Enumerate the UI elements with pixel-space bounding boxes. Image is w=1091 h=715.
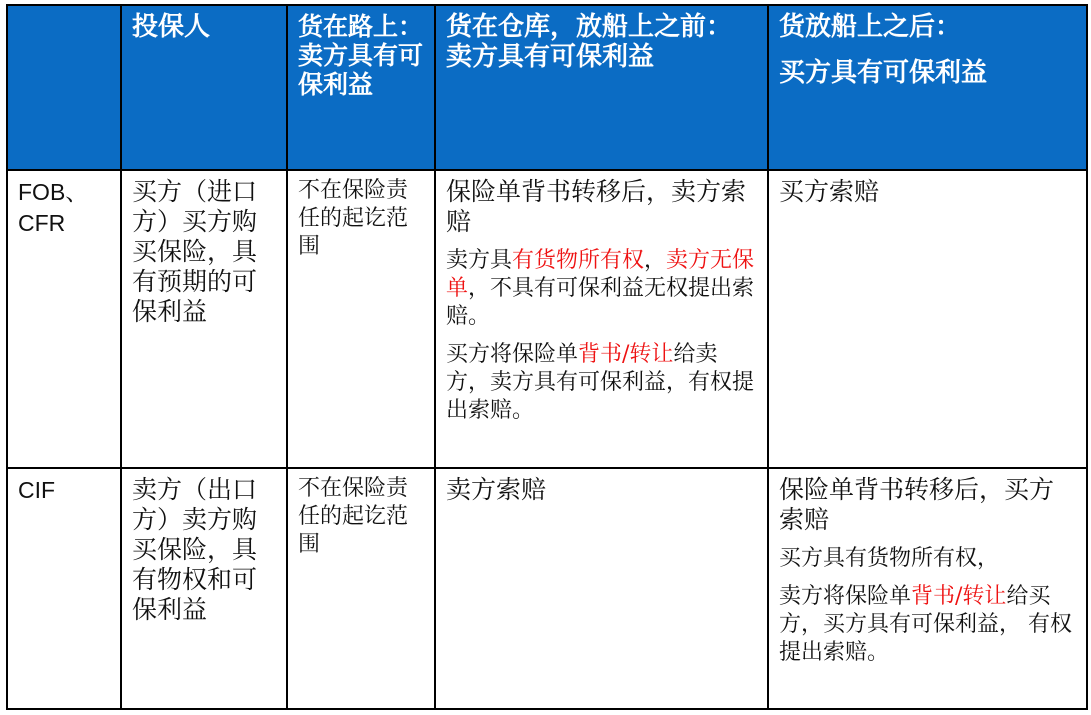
term-cell: FOB、CFR xyxy=(7,170,121,468)
text-segment: ， xyxy=(644,248,667,273)
header-warehouse: 货在仓库，放船上之前：卖方具有可保利益 xyxy=(435,5,768,170)
table-row-cif xyxy=(7,468,1087,709)
header-after-ship-line1: 货放船上之后： xyxy=(779,12,962,42)
warehouse-para3 xyxy=(446,341,757,425)
header-blank xyxy=(7,5,121,170)
transit-cell: 不在保险责任的起讫范围 xyxy=(287,170,435,468)
insured-cell: 卖方（出口方）卖方购买保险，具有物权和可保利益 xyxy=(121,468,287,709)
warehouse-line1: 保险单背书转移后，卖方索赔 xyxy=(446,177,747,236)
highlight-text: 背书/转让 xyxy=(578,342,674,367)
after-ship-cell xyxy=(768,468,1087,709)
warehouse-para2 xyxy=(446,247,757,331)
after-ship-line1: 保险单背书转移后，买方索赔 xyxy=(779,475,1055,534)
text-segment: ，不具有可保利益无权提出索赔。 xyxy=(446,276,755,329)
warehouse-cell: 卖方索赔 xyxy=(435,468,768,709)
header-after-ship xyxy=(768,5,1087,170)
highlight-text: 有货物所有权 xyxy=(512,248,645,273)
table-row-fob-cfr xyxy=(7,170,1087,468)
transit-cell: 不在保险责任的起讫范围 xyxy=(287,468,435,709)
term-cell: CIF xyxy=(7,468,121,709)
text-segment: 给卖方，卖方具有可保利益，有权提出索赔。 xyxy=(446,342,755,423)
header-insured: 投保人 xyxy=(121,5,287,170)
after-ship-para2: 买方具有货物所有权， xyxy=(779,546,1000,571)
highlight-text: 背书/转让 xyxy=(911,584,1007,609)
highlight-text: 卖方无保单 xyxy=(446,248,755,301)
after-ship-para3 xyxy=(779,583,1076,667)
header-transit: 货在路上：卖方具有可保利益 xyxy=(287,5,435,170)
header-after-ship-line2: 买方具有可保利益 xyxy=(779,58,988,88)
header-row xyxy=(7,5,1087,170)
insurable-interest-table xyxy=(6,4,1088,710)
insured-cell: 买方（进口方）买方购买保险，具有预期的可保利益 xyxy=(121,170,287,468)
after-ship-cell: 买方索赔 xyxy=(768,170,1087,468)
text-segment: 给买方，买方具有可保利益， 有权提出索赔。 xyxy=(779,584,1072,665)
text-segment: 买方将保险单 xyxy=(446,342,579,367)
text-segment: 卖方具 xyxy=(446,248,513,273)
text-segment: 卖方将保险单 xyxy=(779,584,912,609)
warehouse-cell xyxy=(435,170,768,468)
